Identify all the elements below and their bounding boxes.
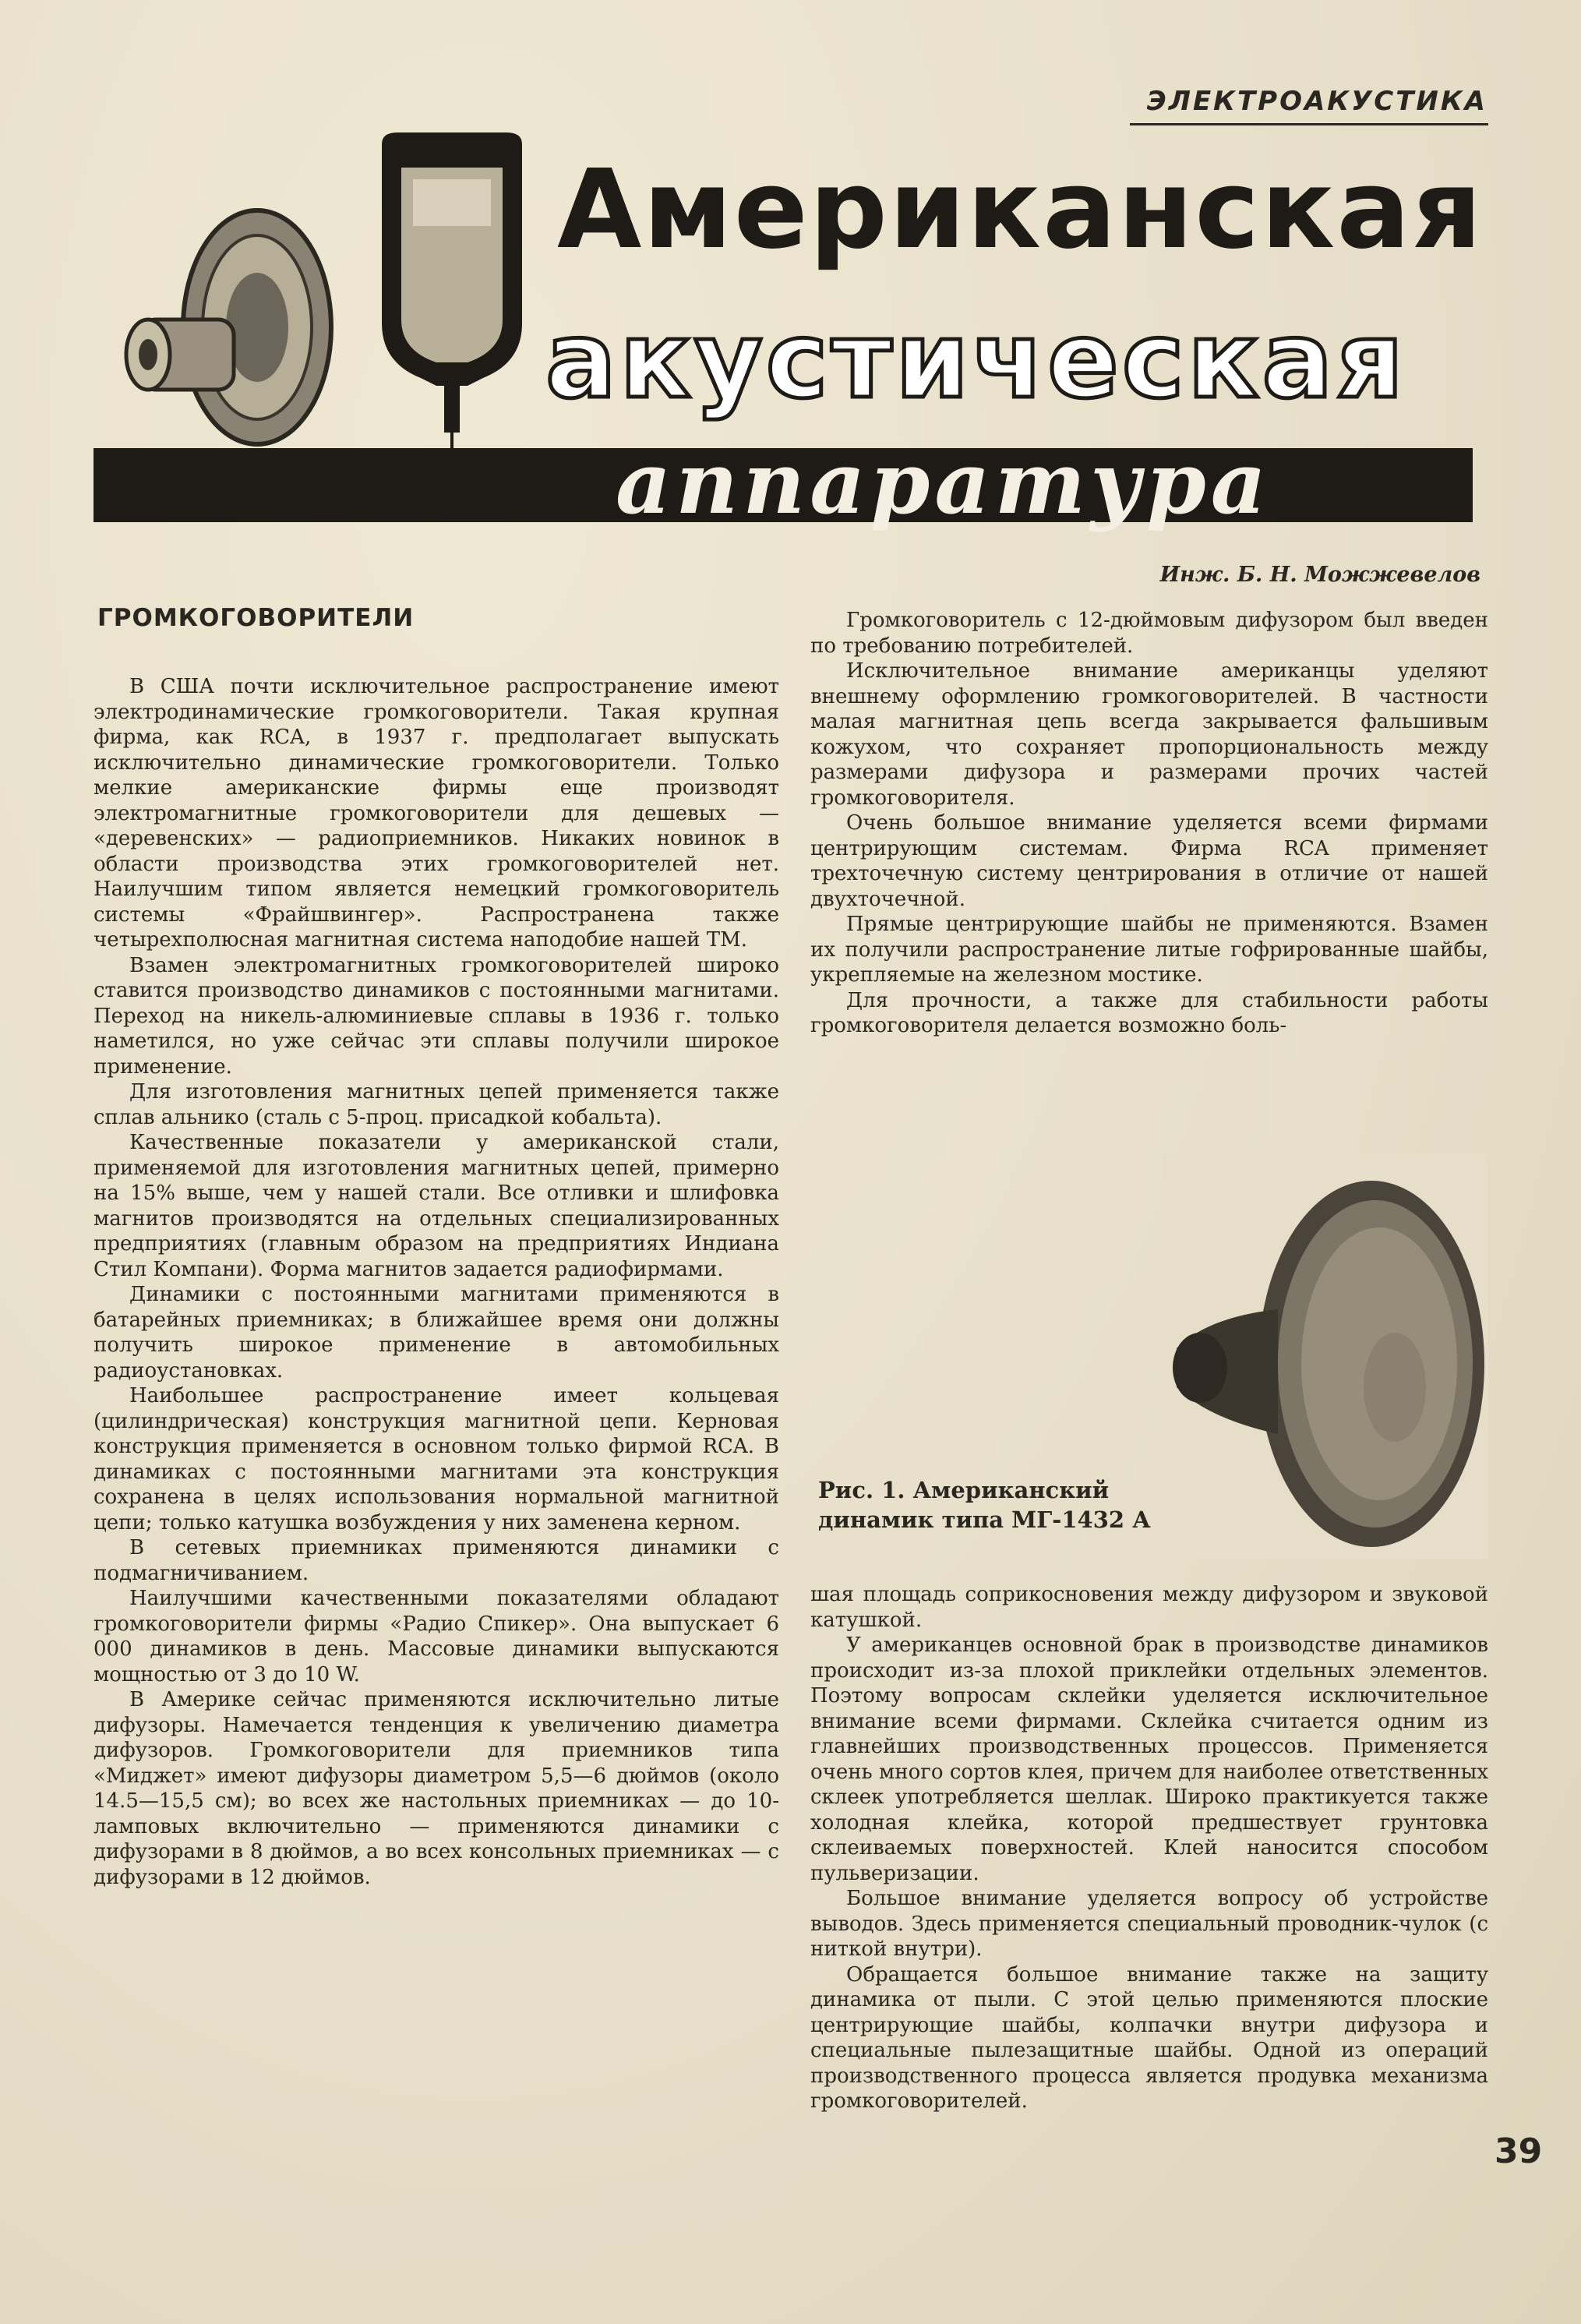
paragraph: шая площадь соприкосновения между дифузором и звуковой катушкой. (810, 1583, 1488, 1632)
figure-caption: Рис. 1. Американский динамик типа МГ-1432 А (818, 1477, 1151, 1533)
paragraph: Обращается большое внимание также на защиту динамика от пыли. С этой целью применяются плоские центрирующие шайбы, колпачки внутри дифузора и специальные пылезащитные шайбы. Одной из операций производственного процесса является продувка механизма громкоговорителей. (810, 1962, 1488, 2113)
section-label: ЭЛЕКТРОАКУСТИКА (1146, 86, 1487, 117)
paragraph: В Америке сейчас применяются исключительно литые дифузоры. Намечается тенденция к увеличению диаметра дифузоров. Громкоговорители для приемников типа «Миджет» имеют дифузоры диаметром 5,5—6 дюймов (около 14.5—15,5 см); во всех же настольных приемниках — до 10-ламповых включительно — применяются динамики с дифузорами в 8 дюймов, а во всех консольных приемниках — с дифузорами в 12 дюймов. (94, 1688, 779, 1889)
title-line-2: акустическая (545, 299, 1407, 422)
title-line-3: аппаратура (616, 433, 1272, 533)
paragraph: У американцев основной брак в производстве динамиков происходит из-за плохой приклейки отдельных элементов. Поэтому вопросам склейки уделяется исключительное внимание всеми фирмами. Склейка считается одним из главнейших производственных процессов. Применяется очень много сортов клея, причем для наиболее ответственных склеек употребляется шеллак. Широко практикуется также холодная клейка, которой предшествует грунтовка склеиваемых поверхностей. Клей наносится способом пульверизации. (810, 1634, 1488, 1885)
paragraph: Для прочности, а также для стабильности работы громкоговорителя делается возможно боль- (810, 988, 1488, 1037)
page-number: 39 (1495, 2132, 1543, 2171)
speaker-photo (1161, 1153, 1488, 1559)
right-column-top (810, 608, 1488, 1039)
speaker-illustration (109, 195, 343, 475)
paragraph: Громкоговоритель с 12-дюймовым дифузором был введен по требованию потребителей. (810, 609, 1488, 658)
title-line-1: Американская (557, 147, 1484, 274)
right-column-bottom (810, 1582, 1488, 2114)
paragraph: Качественные показатели у американской стали, применяемой для изготовления магнитных цепей, примерно на 15% выше, чем у нашей стали. Все отливки и шлифовка магнитов производятся на отдельных специализированных предприятиях (главным образом на предприятиях Индиана Стил Компани). Форма магнитов задается радиофирмами. (94, 1131, 779, 1281)
paragraph: Для изготовления магнитных цепей применяется также сплав альнико (сталь с 5-проц. присадкой кобальта). (94, 1080, 779, 1129)
paragraph: Взамен электромагнитных громкоговорителей широко ставится производство динамиков с постоянными магнитами. Переход на никель-алюминиевые сплавы в 1936 г. только наметился, но уже сейчас эти сплавы получили широкое применение. (94, 953, 779, 1079)
microphone-illustration (366, 129, 538, 456)
left-column (94, 674, 779, 1890)
paragraph: Наилучшими качественными показателями обладают громкоговорители фирмы «Радио Спикер». Она выпускает 6 000 динамиков в день. Массовые динамики выпускаются мощностью от 3 до 10 W. (94, 1587, 779, 1686)
paragraph: Большое внимание уделяется вопросу об устройстве выводов. Здесь применяется специальный проводник-чулок (с ниткой внутри). (810, 1887, 1488, 1961)
paragraph: Очень большое внимание уделяется всеми фирмами центрирующим системам. Фирма RCA применяет трехточечную систему центрирования в отличие от нашей двухточечной. (810, 811, 1488, 911)
paragraph: В США почти исключительное распространение имеют электродинамические громкоговорители. Такая крупная фирма, как RCA, в 1937 г. предполагает выпускать исключительно динамические громкоговорители. Только мелкие американские фирмы еще производят электромагнитные громкоговорители для дешевых — «деревенских» — радиоприемников. Никаких новинок в области производства этих громкоговорителей нет. Наилучшим типом является немецкий громкоговоритель системы «Фрайшвингер». Распространена также четырехполюсная магнитная система наподобие нашей ТМ. (94, 675, 779, 952)
author: Инж. Б. Н. Можжевелов (1159, 563, 1480, 587)
paragraph: Наибольшее распространение имеет кольцевая (цилиндрическая) конструкция магнитной цепи. Керновая конструкция применяется в основном только фирмой RCA. В динамиках с постоянными магнитами эта конструкция сохранена в целях использования нормальной магнитной цепи; только катушка возбуждения у них заменена керном. (94, 1384, 779, 1535)
paragraph: В сетевых приемниках применяются динамики с подмагничиванием. (94, 1536, 779, 1585)
section-rule (1130, 123, 1488, 125)
paragraph: Прямые центрирующие шайбы не применяются. Взамен их получили распространение литые гофрированные шайбы, укрепляемые на железном мостике. (810, 913, 1488, 987)
paragraph: Динамики с постоянными магнитами применяются в батарейных приемниках; в ближайшее время они должны получить широкое применение в автомобильных радиоустановках. (94, 1283, 779, 1383)
section-heading: ГРОМКОГОВОРИТЕЛИ (97, 604, 415, 632)
paragraph: Исключительное внимание американцы уделяют внешнему оформлению громкоговорителей. В частности малая магнитная цепь всегда закрывается фальшивым кожухом, что сохраняет пропорциональность между размерами дифузора и размерами прочих частей громкоговорителя. (810, 659, 1488, 810)
